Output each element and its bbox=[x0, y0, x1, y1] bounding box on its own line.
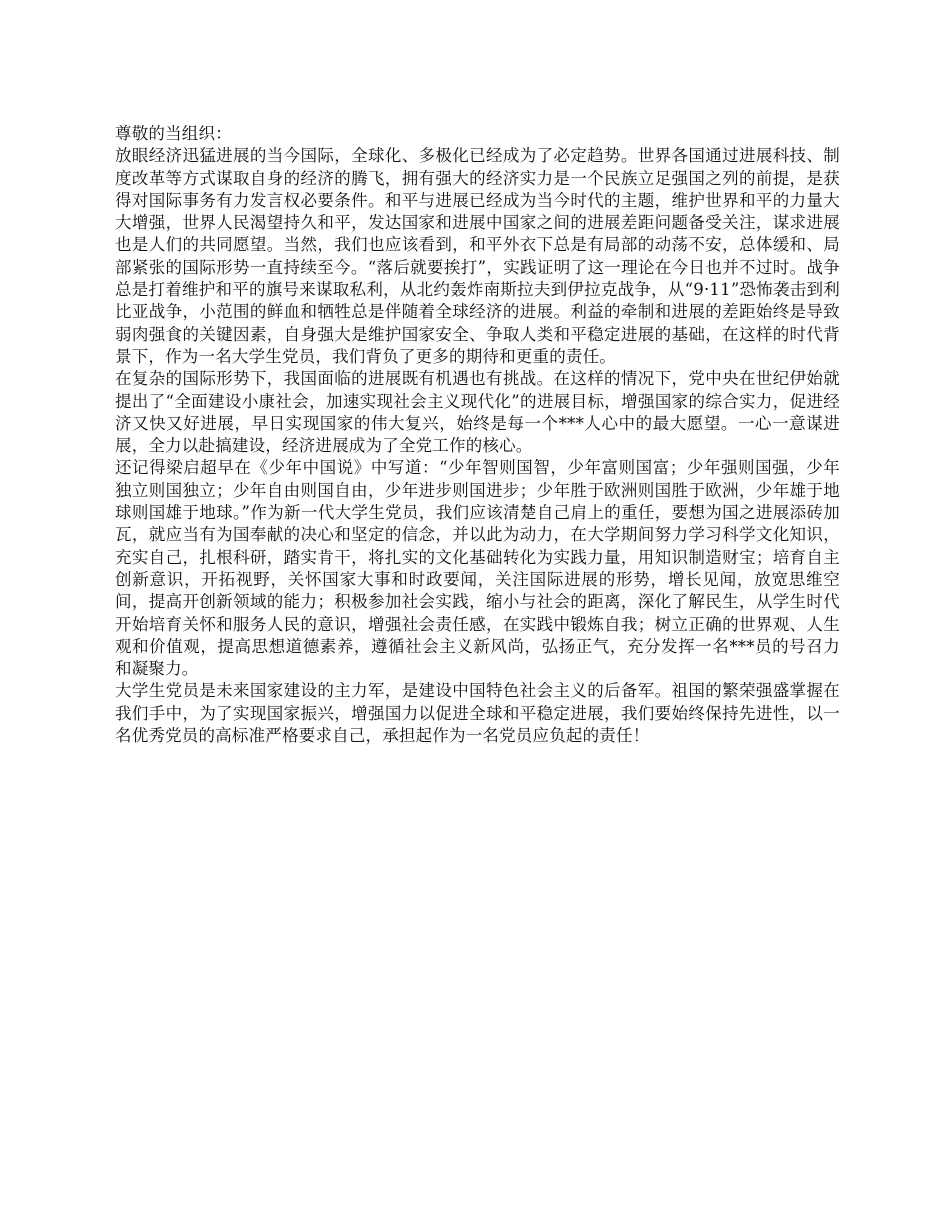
paragraph-development-goals: 在复杂的国际形势下，我国面临的进展既有机遇也有挑战。在这样的情况下，党中央在世纪伊始就提出了“全面建设小康社会，加速实现社会主义现代化”的进展目标，增强国家的综合实力，促进经济又快又好进展，早日实现国家的伟大复兴，始终是每一个***人心中的最大愿望。一心一意谋进展，全力以赴搞建设，经济进展成为了全党工作的核心。 bbox=[115, 369, 840, 456]
salutation: 尊敬的当组织： bbox=[115, 124, 232, 143]
paragraph-youth-responsibility: 还记得梁启超早在《少年中国说》中写道：“少年智则国智，少年富则国富；少年强则国强，少年独立则国独立；少年自由则国自由，少年进步则国进步；少年胜于欧洲则国胜于欧洲，少年雄于地球则国雄于地球。”作为新一代大学生党员，我们应该清楚自己肩上的重任，要想为国之进展添砖加瓦，就应当有为国奉献的决心和坚定的信念，并以此为动力，在大学期间努力学习科学文化知识，充实自己，扎根科研，踏实肯干，将扎实的文化基础转化为实践力量，用知识制造财宝；培育自主创新意识，开拓视野，关怀国家大事和时政要闻，关注国际进展的形势，增长见闻，放宽思维空间，提高开创新领域的能力；积极参加社会实践，缩小与社会的距离，深化了解民生，从学生时代开始培育关怀和服务人民的意识，增强社会责任感，在实践中锻炼自我；树立正确的世界观、人生观和价值观，提高思想道德素养，遵循社会主义新风尚，弘扬正气，充分发挥一名***员的号召力和凝聚力。 bbox=[115, 458, 840, 679]
paragraph-conclusion: 大学生党员是未来国家建设的主力军，是建设中国特色社会主义的后备军。祖国的繁荣强盛掌握在我们手中，为了实现国家振兴，增强国力以促进全球和平稳定进展，我们要始终保持先进性，以一名优秀党员的高标准严格要求自己，承担起作为一名党员应负起的责任！ bbox=[115, 681, 840, 746]
paragraph-international-situation: 放眼经济迅猛进展的当今国际，全球化、多极化已经成为了必定趋势。世界各国通过进展科技、制度改革等方式谋取自身的经济的腾飞，拥有强大的经济实力是一个民族立足强国之列的前提，是获得对国际事务有力发言权必要条件。和平与进展已经成为当今时代的主题，维护世界和平的力量大大增强，世界人民渴望持久和平，发达国家和进展中国家之间的进展差距问题备受关注，谋求进展也是人们的共同愿望。当然，我们也应该看到，和平外衣下总是有局部的动荡不安，总体缓和、局部紧张的国际形势一直持续至今。“落后就要挨打”，实践证明了这一理论在今日也并不过时。战争总是打着维护和平的旗号来谋取私利，从北约轰炸南斯拉夫到伊拉克战争，从“9·11”恐怖袭击到利比亚战争，小范围的鲜血和牺牲总是伴随着全球经济的进展。利益的牵制和进展的差距始终是导致弱肉强食的关键因素，自身强大是维护国家安全、争取人类和平稳定进展的基础，在这样的时代背景下，作为一名大学生党员，我们背负了更多的期待和更重的责任。 bbox=[115, 146, 840, 366]
document-body bbox=[115, 123, 840, 747]
